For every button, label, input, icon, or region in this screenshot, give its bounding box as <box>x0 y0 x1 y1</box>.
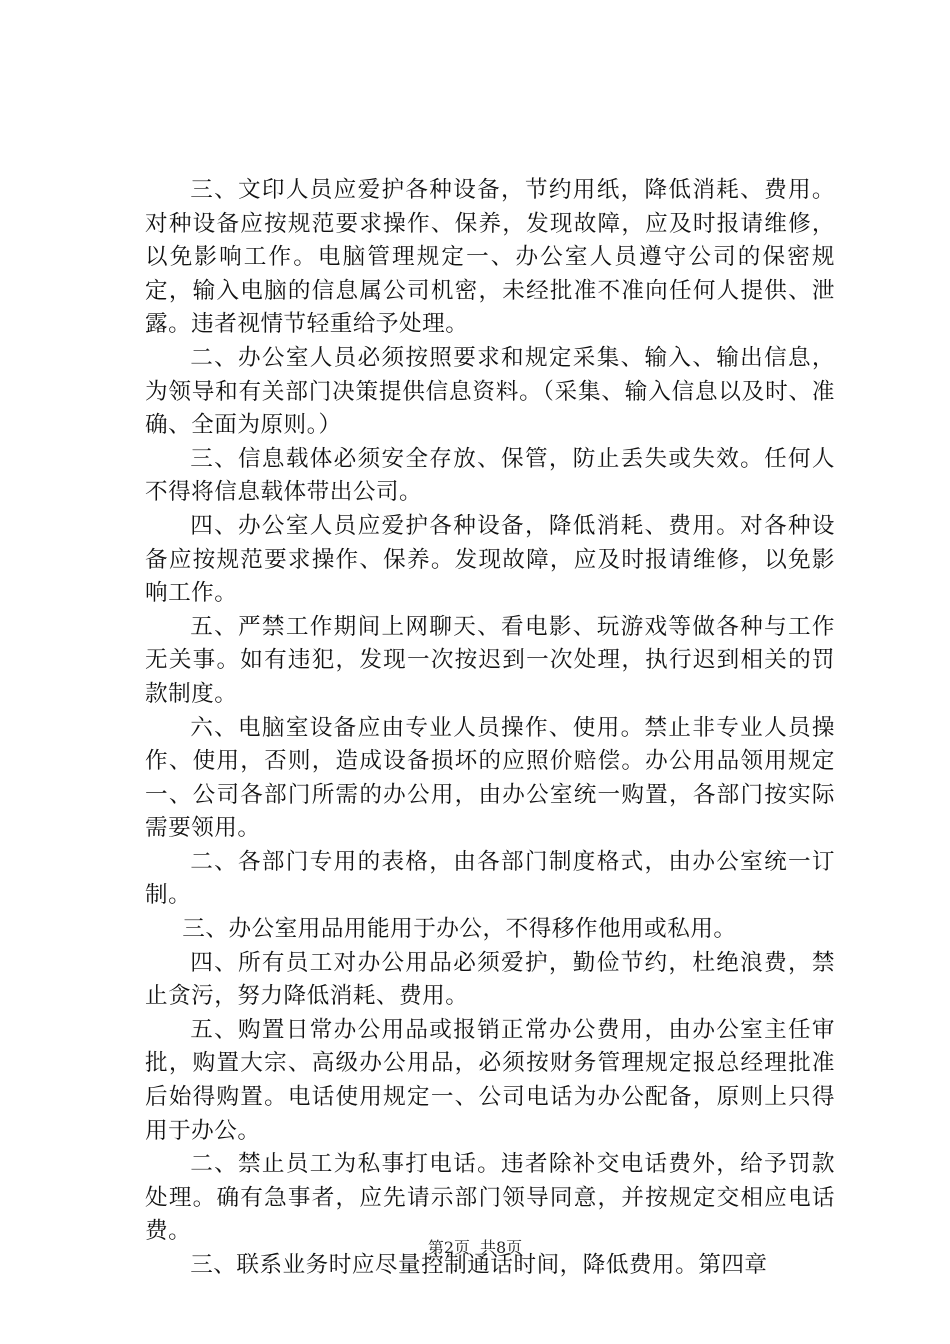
page-total: 共8页 <box>480 1238 523 1257</box>
page-number: 第2页 <box>427 1238 470 1257</box>
paragraph: 三、文印人员应爱护各种设备，节约用纸，降低消耗、费用。对种设备应按规范要求操作、保养，发现故障，应及时报请维修，以免影响工作。电脑管理规定一、办公室人员遵守公司的保密规定，输入电脑的信息属公司机密，未经批准不准向任何人提供、泄露。违者视情节轻重给予处理。 <box>145 177 835 338</box>
paragraph: 四、办公室人员应爱护各种设备，降低消耗、费用。对各种设备应按规范要求操作、保养。发现故障，应及时报请维修，以免影响工作。 <box>145 512 835 607</box>
document-body <box>145 174 835 1283</box>
page-footer <box>0 1238 950 1258</box>
paragraph: 二、禁止员工为私事打电话。违者除补交电话费外，给予罚款处理。确有急事者，应先请示部门领导同意，并按规定交相应电话费。 <box>145 1151 835 1245</box>
paragraph: 四、所有员工对办公用品必须爱护，勤俭节约，杜绝浪费，禁止贪污，努力降低消耗、费用。 <box>145 949 835 1010</box>
paragraph: 二、各部门专用的表格，由各部门制度格式，由办公室统一订制。 <box>145 848 835 909</box>
paragraph: 三、联系业务时应尽量控制通话时间，降低费用。第四章 <box>190 1252 768 1278</box>
paragraph: 六、电脑室设备应由专业人员操作、使用。禁止非专业人员操作、使用，否则，造成设备损坏的应照价赔偿。办公用品领用规定一、公司各部门所需的办公用，由办公室统一购置，各部门按实际需要领用。 <box>145 714 835 842</box>
paragraph: 二、办公室人员必须按照要求和规定采集、输入、输出信息，为领导和有关部门决策提供信息资料。（采集、输入信息以及时、准确、全面为原则。） <box>145 344 835 439</box>
paragraph: 三、信息载体必须安全存放、保管，防止丢失或失效。任何人不得将信息载体带出公司。 <box>145 445 835 506</box>
paragraph: 五、严禁工作期间上网聊天、看电影、玩游戏等做各种与工作无关事。如有违犯，发现一次按迟到一次处理，执行迟到相关的罚款制度。 <box>145 613 835 707</box>
paragraph: 五、购置日常办公用品或报销正常办公费用，由办公室主任审批，购置大宗、高级办公用品，必须按财务管理规定报总经理批准后始得购置。电话使用规定一、公司电话为办公配备，原则上只得用于办公。 <box>145 1016 835 1144</box>
paragraph: 三、办公室用品用能用于办公，不得移作他用或私用。 <box>182 916 737 943</box>
